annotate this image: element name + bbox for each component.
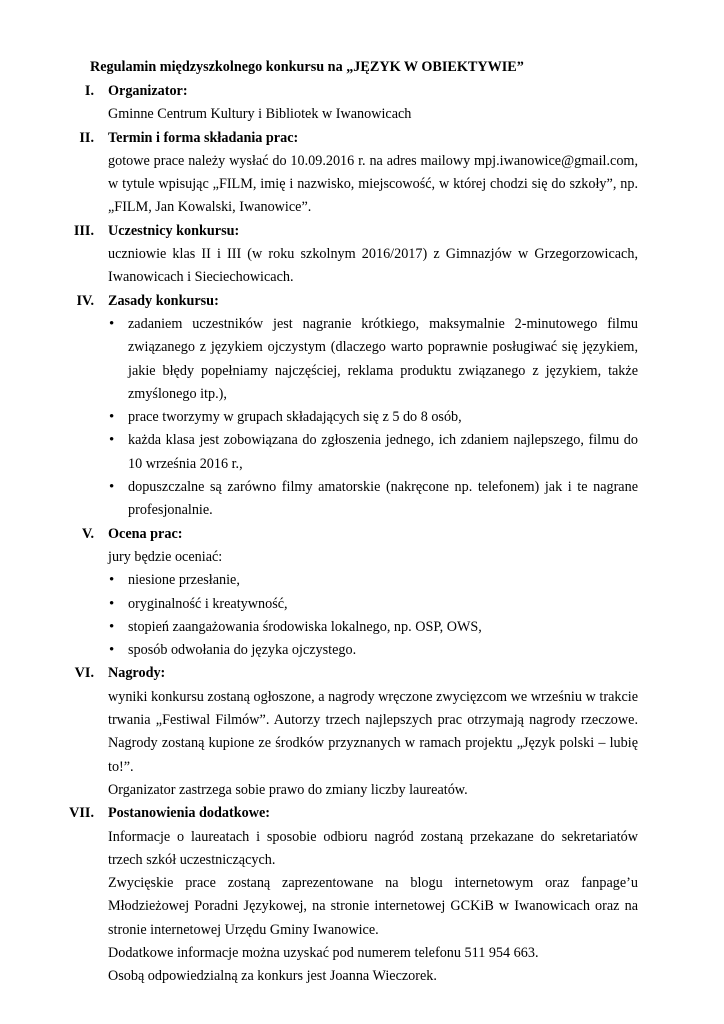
section-number: I. (84, 83, 94, 99)
section-additional (0, 802, 724, 988)
section-heading: Nagrody: (108, 665, 166, 682)
list-item: • oryginalność i kreatywność, (108, 593, 638, 616)
paragraph: Osobą odpowiedzialną za konkurs jest Joanna Wieczorek. (108, 968, 437, 985)
section-number: V. (82, 525, 94, 542)
section-number: II. (79, 129, 94, 146)
section-heading: Termin i forma składania prac: (108, 129, 299, 146)
list-item: • każda klasa jest zobowiązana do zgłoszenia jednego, ich zdaniem najlepszego, filmu do 10 września 2016 r., (108, 429, 638, 476)
bullet-list (108, 569, 638, 662)
section-organizer (0, 80, 724, 127)
paragraph: wyniki konkursu zostaną ogłoszone, a nagrody wręczone zwycięzcom we wrześniu w trakcie trwania „Festiwal Filmów”. Autorzy trzech najlepszych prac otrzymają nagrody rzeczowe. Nagrody zostaną kupione ze środków przyznanych w ramach projektu „Język polski – lubię to!”. (108, 688, 638, 775)
sections (0, 80, 724, 989)
list-item: • dopuszczalne są zarówno filmy amatorskie (nakręcone np. telefonem) jak i te nagrane profesjonalnie. (108, 476, 638, 523)
section-heading: Zasady konkursu: (108, 292, 219, 309)
list-item: • sposób odwołania do języka ojczystego. (108, 639, 638, 662)
section-deadline (0, 127, 724, 220)
section-evaluation (0, 523, 724, 663)
section-number: VII. (69, 805, 94, 822)
section-number: VI. (74, 665, 94, 682)
section-participants (0, 220, 724, 290)
paragraph: Gminne Centrum Kultury i Bibliotek w Iwanowicach (108, 106, 412, 123)
paragraph: Zwycięskie prace zostaną zaprezentowane na blogu internetowym oraz fanpage’u Młodzieżowej Poradni Językowej, na stronie internetowej GCKiB w Iwanowicach oraz na stronie internetowej Urzędu Gminy Iwanowice. (108, 875, 638, 938)
section-prizes (0, 662, 724, 802)
section-number: III. (73, 222, 94, 239)
list-item: • prace tworzymy w grupach składających się z 5 do 8 osób, (108, 406, 638, 429)
section-heading: Organizator: (108, 83, 188, 99)
section-heading: Postanowienia dodatkowe: (108, 805, 270, 822)
paragraph: Informacje o laureatach i sposobie odbioru nagród zostaną przekazane do sekretariatów trzech szkół uczestniczących. (108, 828, 638, 868)
section-rules (0, 290, 724, 523)
document-title: Regulamin międzyszkolnego konkursu na „JĘZYK W OBIEKTYWIE” (90, 59, 524, 75)
bullet-list (108, 313, 638, 523)
section-heading: Ocena prac: (108, 525, 183, 542)
paragraph: Dodatkowe informacje można uzyskać pod numerem telefonu 511 954 663. (108, 944, 539, 961)
paragraph: uczniowie klas II i III (w roku szkolnym 2016/2017) z Gimnazjów w Grzegorzowicach, Iwanowicach i Sieciechowicach. (108, 246, 638, 286)
section-number: IV. (76, 292, 94, 309)
paragraph: jury będzie oceniać: (108, 548, 223, 565)
paragraph: Organizator zastrzega sobie prawo do zmiany liczby laureatów. (108, 781, 468, 798)
list-item: • stopień zaangażowania środowiska lokalnego, np. OSP, OWS, (108, 616, 638, 639)
list-item: • zadaniem uczestników jest nagranie krótkiego, maksymalnie 2-minutowego filmu związanego z językiem ojczystym (dlaczego warto poprawnie posługiwać się językiem, jakie błędy popełniamy najczęściej, reklama produktu związanego z językiem, także zmyślonego itp.), (108, 313, 638, 406)
list-item: • niesione przesłanie, (108, 569, 638, 592)
section-heading: Uczestnicy konkursu: (108, 222, 240, 239)
paragraph: gotowe prace należy wysłać do 10.09.2016 r. na adres mailowy mpj.iwanowice@gmail.com, w tytule wpisując „FILM, imię i nazwisko, miejscowość, w której chodzi się do szkoły”, np. „FILM, Jan Kowalski, Iwanowice”. (108, 152, 638, 216)
